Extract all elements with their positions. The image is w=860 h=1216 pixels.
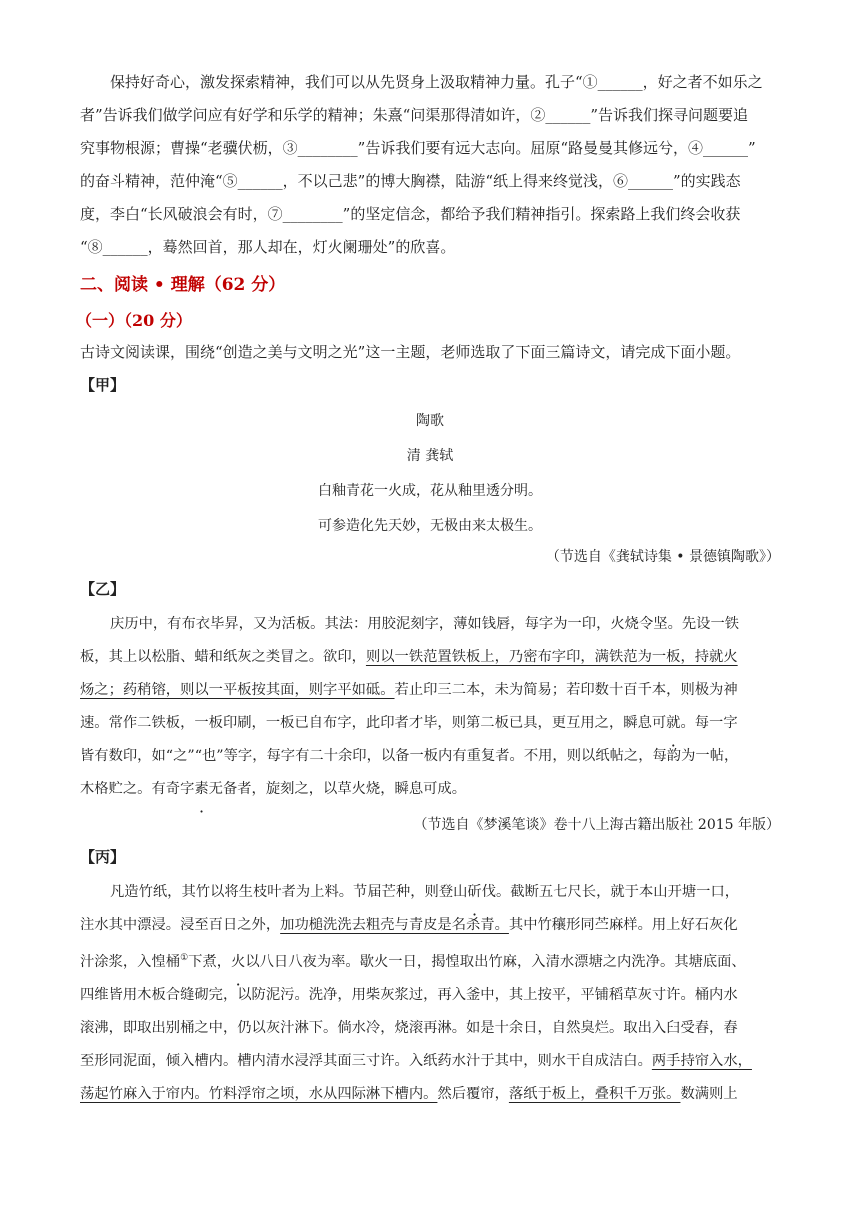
- text-line: “⑧______，蓦然回首，那人却在，灯火阑珊处”的欣喜。: [80, 238, 456, 256]
- passage-tag-jia: 【甲】: [80, 376, 126, 394]
- text-line: 皆有数印，如“之”“也”等字，每字有二十余印，以备一板内有重复者。不用，则以纸帖之，每韵为一帖，: [80, 748, 739, 764]
- dotted-char: 就: [666, 715, 681, 731]
- text-line: 度，李白“长风破浪会有时，⑦________”的坚定信念，都给予我们精神指引。探索路上我们终会收获: [80, 205, 741, 223]
- text-line: 速。常作二铁板，一板印刷，一板已自布字，此印者才毕，则第二板已具，更互用之，瞬息可就。每一字: [80, 715, 738, 731]
- poem-line: 白釉青花一火成，花从釉里透分明。: [318, 483, 542, 499]
- passage-yi: [80, 608, 780, 806]
- text-line: 汁涂浆，入惶桶①下煮，火以八日八夜为率。歇火一日，揭惶取出竹麻，入清水漂塘之内洗净。其塘底面、: [80, 953, 746, 970]
- passage-tag-bing: 【丙】: [80, 848, 126, 866]
- text-line: 炀之；药稍镕，则以一平板按其面，则字平如砥。若止印三二本，未为简易；若印数十百千本，则极为神: [80, 682, 738, 698]
- poem-source: （节选自《龚轼诗集 • 景德镇陶歌》）: [545, 549, 780, 565]
- text-line: 四维皆用木板合缝砌完，以防泥污。洗净，用柴灰浆过，再入釜中，其上按平，平铺稻草灰寸许。桶内水: [80, 986, 738, 1003]
- fill-in-paragraph: [80, 66, 780, 264]
- text-line: 板，其上以松脂、蜡和纸灰之类冒之。欲印，则以一铁范置铁板上，乃密布字印，满铁范为一板，持就火: [80, 649, 738, 665]
- text-line: 凡造竹纸，其竹以将生枝叶者为上料。节届芒种，则登山斫伐。截断五七尺长，就于本山开塘一口，: [110, 884, 740, 900]
- text-line: 者”告诉我们做学问应有好学和乐学的精神；朱熹“问渠那得清如许，②______”告诉我们探寻问题要追: [80, 106, 749, 124]
- subsection-heading: （一）（20 分）: [76, 311, 192, 330]
- text-line: 庆历中，有布衣毕昇，又为活板。其法：用胶泥刻字，薄如钱唇，每字为一印，火烧令坚。先设一铁: [110, 616, 740, 632]
- passage-tag-yi: 【乙】: [80, 580, 126, 598]
- underlined-sentence: 加功槌洗洗去粗壳与青皮是名杀青。: [280, 917, 509, 933]
- text-line: 注水其中漂浸。浸至百日之外，加功槌洗洗去粗壳与青皮是名杀青。其中竹穰形同苎麻样。用上好石灰化: [80, 917, 738, 933]
- poem-author: 清 龚轼: [406, 448, 454, 464]
- underlined-sentence: 炀之；药稍镕，则以一平板按其面，则字平如砥。: [80, 682, 395, 698]
- underlined-sentence: 荡起竹麻入于帘内。竹料浮帘之顷，水从四际淋下槽内。: [80, 1085, 438, 1102]
- text-line: 的奋斗精神，范仲淹“⑤______，不以己悲”的博大胸襟，陆游“纸上得来终觉浅，⑥______”的实践态: [80, 172, 741, 190]
- text-line: 滚沸，即取出别桶之中，仍以灰汁淋下。倘水冷，烧滚再淋。如是十余日，自然臭烂。取出入臼受舂，舂: [80, 1019, 738, 1036]
- underlined-sentence: 则以一铁范置铁板上，乃密布字印，满铁范为一板，持就火: [365, 649, 738, 665]
- text-line: 木格贮之。有奇字素无备者，旋刻之，以草火烧，瞬息可成。: [80, 781, 467, 797]
- text-line: 保持好奇心，激发探索精神，我们可以从先贤身上汲取精神力量。孔子“①______，好之者不如乐之: [110, 73, 763, 91]
- footnote-mark: ①: [180, 953, 189, 963]
- dotted-char: 素: [194, 781, 209, 797]
- intro-text: 古诗文阅读课，围绕“创造之美与文明之光”这一主题，老师选取了下面三篇诗文，请完成下面小题。: [80, 343, 741, 361]
- text-line: 至形同泥面，倾入槽内。槽内清水浸浮其面三寸许。入纸药水汁于其中，则水干自成洁白。两手持帘入水，: [80, 1052, 752, 1069]
- poem-title: 陶歌: [416, 413, 444, 429]
- passage-bing: [80, 876, 780, 1111]
- underlined-sentence: 两手持帘入水，: [651, 1052, 752, 1069]
- underlined-sentence: 落纸于板上，叠积千万张。: [508, 1085, 681, 1102]
- poem-line: 可参造化先天妙，无极由来太极生。: [318, 518, 542, 534]
- passage-source: （节选自《梦溪笔谈》卷十八上海古籍出版社 2015 年版）: [413, 817, 780, 833]
- dotted-char: 火: [231, 953, 246, 970]
- text-line: 究事物根源；曹操“老骥伏枥，③________”告诉我们要有远大志向。屈原“路曼曼其修远兮，④______”: [80, 139, 756, 157]
- section-heading: 二、阅读 • 理解（62 分）: [80, 275, 286, 295]
- dotted-char: 斫: [467, 884, 482, 900]
- text-line: 荡起竹麻入于帘内。竹料浮帘之顷，水从四际淋下槽内。然后覆帘，落纸于板上，叠积千万张。数满则上: [80, 1085, 738, 1102]
